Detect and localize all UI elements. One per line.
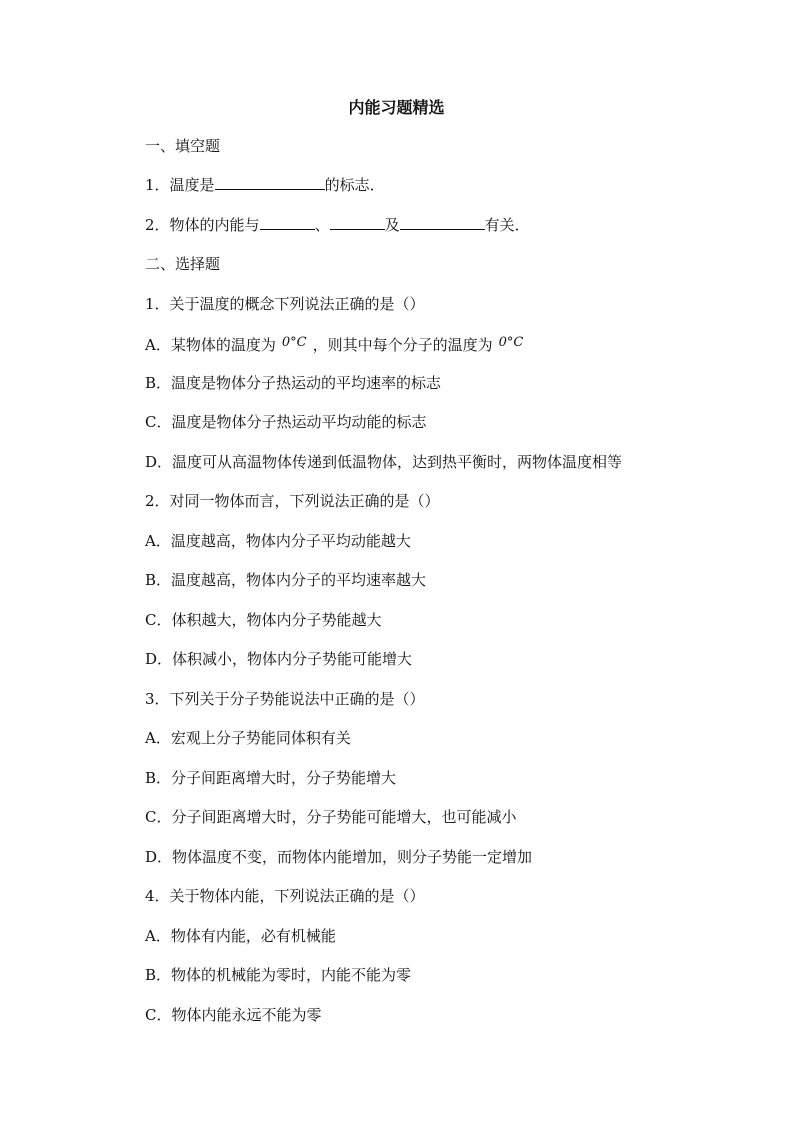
option-a: A．宏观上分子势能同体积有关 [145,729,351,747]
option-c: C．分子间距离增大时，分子势能可能增大，也可能减小 [145,808,517,826]
question-text: 温度是 [169,176,215,194]
question-stem: 3．下列关于分子势能说法中正确的是（） [145,690,425,708]
fill-question-2 [145,214,530,236]
option-a: A．物体有内能，必有机械能 [145,927,336,945]
option-b: B．分子间距离增大时，分子势能增大 [145,769,397,787]
math-expression: 0°C [281,335,307,350]
answer-blank [330,214,385,230]
fill-question-1 [145,174,385,196]
question-stem: 2．对同一物体而言，下列说法正确的是（） [145,492,440,510]
option-d: D．体积减小，物体内分子势能可能增大 [145,650,413,668]
option-c: C．体积越大，物体内分子势能越大 [145,611,382,629]
answer-blank [215,174,325,190]
math-expression: 0°C [498,335,524,350]
option-d: D．物体温度不变，而物体内能增加，则分子势能一定增加 [145,848,533,866]
option-text: A．某物体的温度为 [145,336,276,354]
option-a: A．温度越高，物体内分子平均动能越大 [145,532,411,550]
question-stem: 1．关于温度的概念下列说法正确的是（） [145,295,425,313]
answer-blank [400,214,485,230]
answer-blank [260,214,315,230]
question-text: 的标志． [324,176,385,194]
question-number: 2． [145,216,170,234]
option-d: D．温度可从高温物体传递到低温物体，达到热平衡时，两物体温度相等 [145,453,623,471]
question-number: 1． [145,176,170,194]
section-heading-choice: 二、选择题 [145,255,221,273]
option-a [145,332,529,356]
question-stem: 4．关于物体内能，下列说法正确的是（） [145,887,425,905]
question-text: 有关． [484,216,530,234]
option-b: B．物体的机械能为零时，内能不能为零 [145,966,412,984]
option-c: C．物体内能永远不能为零 [145,1006,322,1024]
separator: 、 [314,216,330,234]
option-b: B．温度越高，物体内分子的平均速率越大 [145,571,427,589]
option-b: B．温度是物体分子热运动的平均速率的标志 [145,374,442,392]
separator: 及 [384,216,400,234]
option-c: C．温度是物体分子热运动平均动能的标志 [145,413,427,431]
question-text: 物体的内能与 [169,216,260,234]
section-heading-fill: 一、填空题 [145,137,221,155]
page-title: 内能习题精选 [348,98,445,117]
option-text: ，则其中每个分子的温度为 [312,336,493,354]
